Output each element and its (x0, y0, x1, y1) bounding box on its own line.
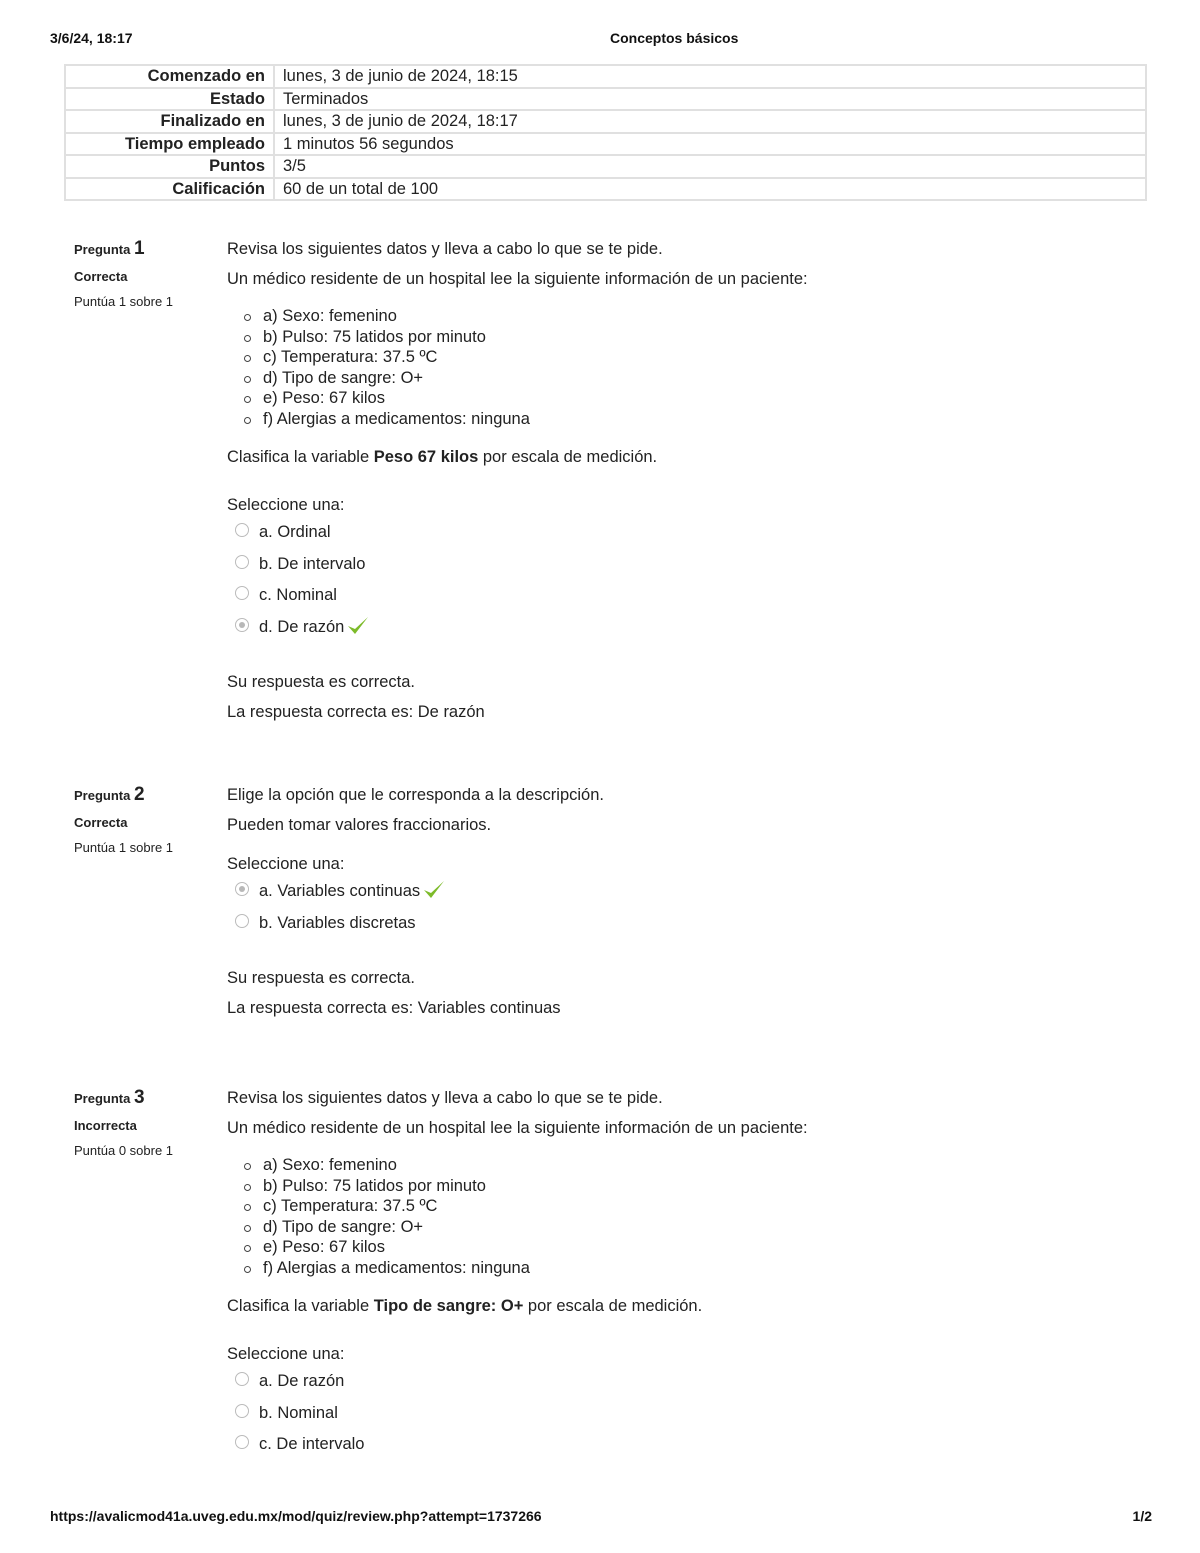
question-intro: Revisa los siguientes datos y lleva a cabo lo que se te pide. (227, 1089, 663, 1107)
feedback-text: Su respuesta es correcta. (227, 673, 416, 691)
summary-value: 1 minutos 56 segundos (274, 133, 1146, 156)
question-number: Pregunta 3 (74, 1087, 145, 1108)
answer-option[interactable] (227, 1369, 1127, 1401)
question-instruction: Clasifica la variable Tipo de sangre: O+ por escala de medición. (227, 1297, 703, 1315)
question-text: Un médico residente de un hospital lee la siguiente información de un paciente: (227, 1119, 808, 1137)
checkmark-icon (422, 879, 446, 901)
summary-label: Tiempo empleado (65, 133, 274, 156)
option-label: a. Ordinal (259, 523, 331, 541)
question-text: Pueden tomar valores fraccionarios. (227, 816, 492, 834)
summary-row (65, 65, 1146, 88)
list-item: d) Tipo de sangre: O+ (263, 1217, 1127, 1238)
answer-options (227, 879, 1127, 942)
answer-option[interactable] (227, 1432, 1127, 1464)
select-label: Seleccione una: (227, 855, 345, 873)
summary-label: Comenzado en (65, 65, 274, 88)
question-number: Pregunta 2 (74, 784, 145, 805)
question-grade: Puntúa 1 sobre 1 (74, 840, 174, 855)
option-label: a. De razón (259, 1372, 345, 1390)
radio-button[interactable] (235, 586, 249, 600)
option-label: c. Nominal (259, 586, 337, 604)
summary-row (65, 155, 1146, 178)
question-intro: Elige la opción que le corresponda a la descripción. (227, 786, 604, 804)
list-item: a) Sexo: femenino (263, 306, 1127, 327)
question-number: Pregunta 1 (74, 238, 145, 259)
option-label: b. De intervalo (259, 554, 366, 573)
feedback (227, 671, 1127, 723)
summary-label: Calificación (65, 178, 274, 201)
question-state: Correcta (74, 269, 128, 284)
option-label: b. Variables discretas (259, 913, 416, 932)
question-info (74, 238, 214, 309)
summary-row (65, 88, 1146, 111)
question-text: Un médico residente de un hospital lee la siguiente información de un paciente: (227, 270, 808, 288)
right-answer: La respuesta correcta es: Variables continuas (227, 999, 561, 1017)
list-item: f) Alergias a medicamentos: ninguna (263, 1258, 1127, 1279)
summary-row (65, 133, 1146, 156)
list-item: b) Pulso: 75 latidos por minuto (263, 327, 1127, 348)
question-content (227, 1087, 1127, 1464)
question-state: Correcta (74, 815, 128, 830)
question-content (227, 784, 1127, 1019)
list-item: e) Peso: 67 kilos (263, 1237, 1127, 1258)
page-title: Conceptos básicos (610, 30, 739, 46)
question-content (227, 238, 1127, 723)
answer-options (227, 520, 1127, 646)
radio-button[interactable] (235, 1372, 249, 1386)
option-label: b. Nominal (259, 1403, 338, 1422)
question-instruction: Clasifica la variable Peso 67 kilos por escala de medición. (227, 448, 658, 466)
answer-option[interactable] (227, 552, 1127, 584)
radio-button[interactable] (235, 1404, 249, 1418)
list-item: f) Alergias a medicamentos: ninguna (263, 409, 1127, 430)
patient-data-list (227, 306, 1127, 429)
summary-label: Estado (65, 88, 274, 111)
question-grade: Puntúa 1 sobre 1 (74, 294, 174, 309)
summary-value: lunes, 3 de junio de 2024, 18:17 (274, 110, 1146, 133)
question-info (74, 1087, 214, 1158)
summary-value: lunes, 3 de junio de 2024, 18:15 (274, 65, 1146, 88)
radio-button[interactable] (235, 914, 249, 928)
radio-button-checked[interactable] (235, 618, 249, 632)
answer-options (227, 1369, 1127, 1464)
radio-button-checked[interactable] (235, 882, 249, 896)
list-item: d) Tipo de sangre: O+ (263, 368, 1127, 389)
patient-data-list (227, 1155, 1127, 1278)
right-answer: La respuesta correcta es: De razón (227, 703, 485, 721)
list-item: c) Temperatura: 37.5 ºC (263, 1196, 1127, 1217)
checkmark-icon (346, 615, 370, 637)
list-item: e) Peso: 67 kilos (263, 388, 1127, 409)
summary-value: 3/5 (274, 155, 1146, 178)
option-label: c. De intervalo (259, 1435, 365, 1453)
select-label: Seleccione una: (227, 1345, 345, 1363)
question-intro: Revisa los siguientes datos y lleva a cabo lo que se te pide. (227, 240, 663, 258)
question-info (74, 784, 214, 855)
summary-label: Finalizado en (65, 110, 274, 133)
page-counter: 1/2 (1132, 1508, 1152, 1524)
attempt-summary-table (64, 64, 1147, 201)
feedback-text: Su respuesta es correcta. (227, 969, 416, 987)
print-header (50, 30, 1150, 50)
summary-value: Terminados (274, 88, 1146, 111)
radio-button[interactable] (235, 1435, 249, 1449)
list-item: b) Pulso: 75 latidos por minuto (263, 1176, 1127, 1197)
print-date: 3/6/24, 18:17 (50, 30, 133, 46)
summary-row (65, 178, 1146, 201)
summary-label: Puntos (65, 155, 274, 178)
option-label: d. De razón (259, 617, 345, 636)
list-item: a) Sexo: femenino (263, 1155, 1127, 1176)
select-label: Seleccione una: (227, 496, 345, 514)
option-label: a. Variables continuas (259, 882, 421, 900)
radio-button[interactable] (235, 555, 249, 569)
question-grade: Puntúa 0 sobre 1 (74, 1143, 174, 1158)
answer-option-selected[interactable] (227, 879, 1127, 911)
summary-row (65, 110, 1146, 133)
print-footer (50, 1508, 1152, 1528)
answer-option[interactable] (227, 520, 1127, 552)
page-url: https://avalicmod41a.uveg.edu.mx/mod/quiz/review.php?attempt=1737266 (50, 1508, 542, 1524)
summary-value: 60 de un total de 100 (274, 178, 1146, 201)
answer-option[interactable] (227, 1401, 1127, 1433)
answer-option[interactable] (227, 583, 1127, 615)
answer-option[interactable] (227, 911, 1127, 943)
answer-option-selected[interactable] (227, 615, 1127, 647)
radio-button[interactable] (235, 523, 249, 537)
question-state: Incorrecta (74, 1118, 137, 1133)
list-item: c) Temperatura: 37.5 ºC (263, 347, 1127, 368)
feedback (227, 967, 1127, 1019)
